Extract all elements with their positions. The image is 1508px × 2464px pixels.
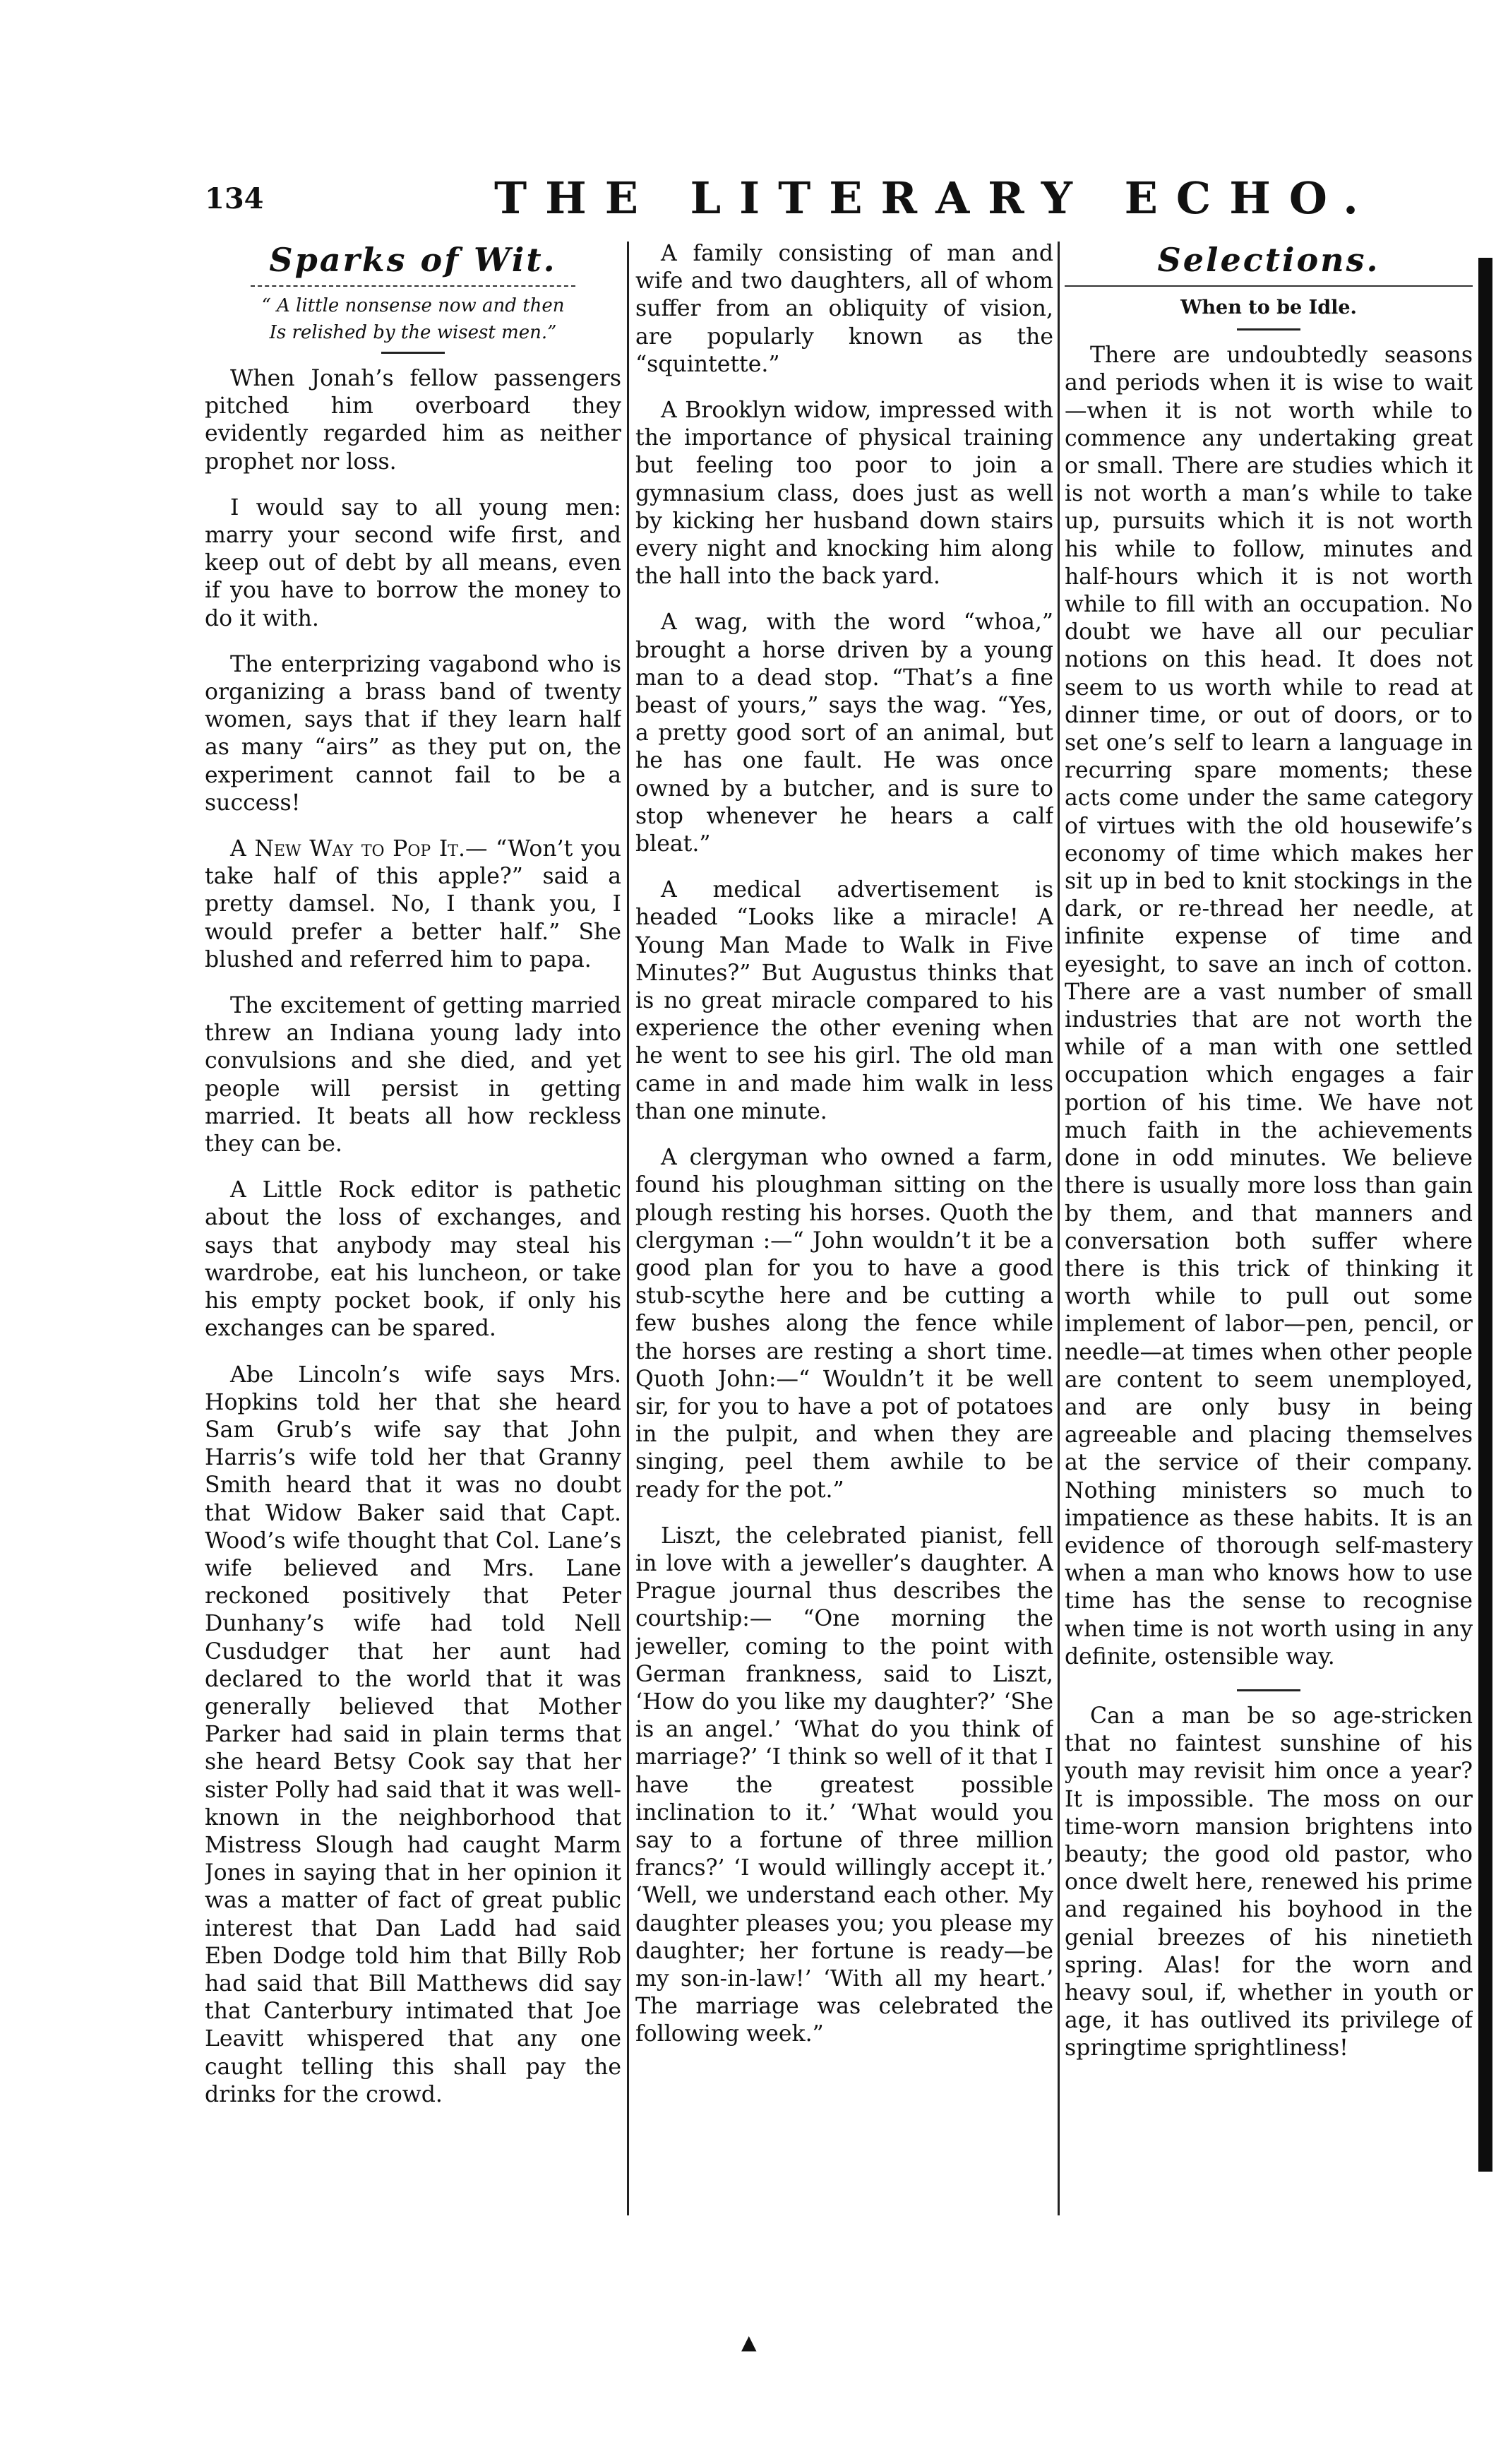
paragraph: A medical advertisement is headed “Looks like a miracle! A Young Man Made to Walk in Five Minutes?” But Augustus thinks that is no great miracle compared to his experience the other evening when he went to see his girl. The old man came in and made him walk in less than one minute. [635, 877, 1053, 1124]
epigraph-line-1: “ A little nonsense now and then [261, 295, 565, 316]
column-rule-left [627, 242, 629, 2215]
heading-divider [1237, 328, 1300, 331]
column-selections [1065, 240, 1473, 2239]
paragraph: A clergyman who owned a farm, found his ploughman sitting on the plough resting his horses. Quoth the clergyman :—“ John wouldn’t it be a good plan for you to have a good stub-scythe here and be cutting a few bushes along the fence while the horses are resting a short time. Quoth John:—“ Wouldn’t it be well sir, for you to have a pot of potatoes in the pulpit, and when they are singing, peel them awhile to be ready for the pot.” [635, 1145, 1053, 1503]
paragraph: Abe Lincoln’s wife says Mrs. Hopkins told her that she heard Sam Grub’s wife say that John Harris’s wife told her that Granny Smith heard that it was no doubt that Widow Baker said that Capt. Wood’s wife thought that Col. Lane’s wife believed and Mrs. Lane reckoned positively that Peter Dunhany’s wife had told Nell Cusdudger that her aunt had declared to the world that it was generally believed that Mother Parker had said in plain terms that she heard Betsy Cook say that her sister Polly had said that it was well-known in the neighborhood that Mistress Slough had caught Marm Jones in saying that in her opinion it was a matter of fact of great public interest that Dan Ladd had said Eben Dodge told him that Billy Rob had said that Bill Matthews did say that Canterbury intimated that Joe Leavitt whispered that any one caught telling this shall pay the drinks for the crowd. [205, 1362, 621, 2107]
epigraph-divider [381, 352, 445, 354]
paragraph: There are undoubtedly seasons and periods when it is wise to wait—when it is not worth while to commence any undertaking great or small. There are studies which it is not worth a man’s while to take up, pursuits which it is not worth his while to follow, minutes and half-hours which it is not worth while to fill with an occupation. No doubt we have all our peculiar notions on this head. It does not seem to us worth while to read at dinner time, or out of doors, or to set one’s self to learn a language in recurring spare moments; these acts come under the same category of virtues with the old housewife’s economy of time which makes her sit up in bed to knit stockings in the dark, or re-thread her needle, at infinite expense of time and eyesight, to save an inch of cotton. There are a vast number of small industries that are not worth the while of a man with one settled occupation which engages a fair portion of his time. We have not much faith in the achievements done in odd minutes. We believe there is usually more loss than gain by them, and that manners and conversation both suffer where there is this trick of thinking it worth while to pull out some implement of labor—pen, pencil, or needle—at times when other people are content to seem unemployed, and are only busy in being agreeable and placing themselves at the service of their company. Nothing ministers so much to impatience as these habits. It is an evidence of thorough self-mastery when a man who knows how to use time has the sense to recognise when time is not worth using in any definite, ostensible way. [1065, 343, 1473, 1670]
column-anecdotes [635, 240, 1053, 2239]
paragraph: Can a man be so age-stricken that no faintest sunshine of his youth may revisit him once a year? It is impossible. The moss on our time-worn mansion brightens into beauty; the good old pastor, who once dwelt here, renewed his prime and regained his boyhood in the genial breezes of his ninetieth spring. Alas! for the worn and heavy soul, if, whether in youth or age, it has outlived its privilege of springtime sprightliness! [1065, 1703, 1473, 2061]
scan-edge-bar [1478, 258, 1492, 2172]
footer-mark: ▲ [741, 2331, 757, 2354]
article-heading: When to be Idle. [1180, 297, 1357, 319]
masthead: THE LITERARY ECHO. [494, 172, 1377, 224]
page-number: 134 [205, 182, 264, 215]
paragraph: The excitement of getting married threw an Indiana young lady into convulsions and she died, and yet people will persist in getting married. It beats all how reckless they can be. [205, 993, 621, 1157]
popit-text: “Won’t you take half of this apple?” said a pretty damsel. No, I thank you, I would prefer a better half.” She blushed and referred him to papa. [205, 836, 621, 972]
paragraph: A Little Rock editor is pathetic about the loss of exchanges, and says that anybody may steal his wardrobe, eat his luncheon, or take his empty pocket book, if only his exchanges can be spared. [205, 1177, 621, 1342]
paragraph: The enterprizing vagabond who is organizing a brass band of twenty women, says that if they learn half as many “airs” as they put on, the experiment cannot fail to be a success! [205, 651, 621, 816]
popit-heading: A New Way to Pop It.— [230, 836, 488, 862]
paragraph: A wag, with the word “whoa,” brought a horse driven by a young man to a dead stop. “That’s a fine beast of yours,” says the wag. “Yes, a pretty good sort of an animal, but he has one fault. He was once owned by a butcher, and is sure to stop whenever he hears a calf bleat.” [635, 609, 1053, 857]
column-rule-right [1058, 242, 1060, 2215]
section-title-sparks-of-wit: Sparks of Wit. [269, 241, 557, 279]
title-divider [1065, 285, 1473, 287]
column-sparks-of-wit [205, 240, 621, 2239]
article-divider [1237, 1689, 1300, 1691]
paragraph: When Jonah’s fellow passengers pitched him overboard they evidently regarded him as neither prophet nor loss. [205, 366, 621, 475]
section-title-selections: Selections. [1157, 241, 1380, 279]
paragraph: Liszt, the celebrated pianist, fell in love with a jeweller’s daughter. A Prague journal thus describes the courtship:— “One morning the jeweller, coming to the point with German frankness, said to Liszt, ‘How do you like my daughter?’ ‘She is an angel.’ ‘What do you think of marriage?’ ‘I think so well of it that I have the greatest possible inclination to it.’ ‘What would you say to a fortune of three million francs?’ ‘I would willingly accept it.’ ‘Well, we understand each other. My daughter pleases you; you please my daughter; her fortune is ready—be my son-in-law!’ ‘With all my heart.’ The marriage was celebrated the following week.” [635, 1523, 1053, 2047]
title-divider [251, 285, 575, 287]
paragraph: A family consisting of man and wife and two daughters, all of whom suffer from an obliquity of vision, are popularly known as the “squintette.” [635, 241, 1053, 377]
paragraph: A Brooklyn widow, impressed with the importance of physical training but feeling too poor to join a gymnasium class, does just as well by kicking her husband down stairs every night and knocking him along the hall into the back yard. [635, 398, 1053, 590]
paragraph-pop-it [205, 835, 621, 974]
epigraph-line-2: Is relished by the wisest men.” [269, 322, 557, 343]
paragraph: I would say to all young men: marry your second wife first, and keep out of debt by all means, even if you have to borrow the money to do it with. [205, 494, 621, 631]
